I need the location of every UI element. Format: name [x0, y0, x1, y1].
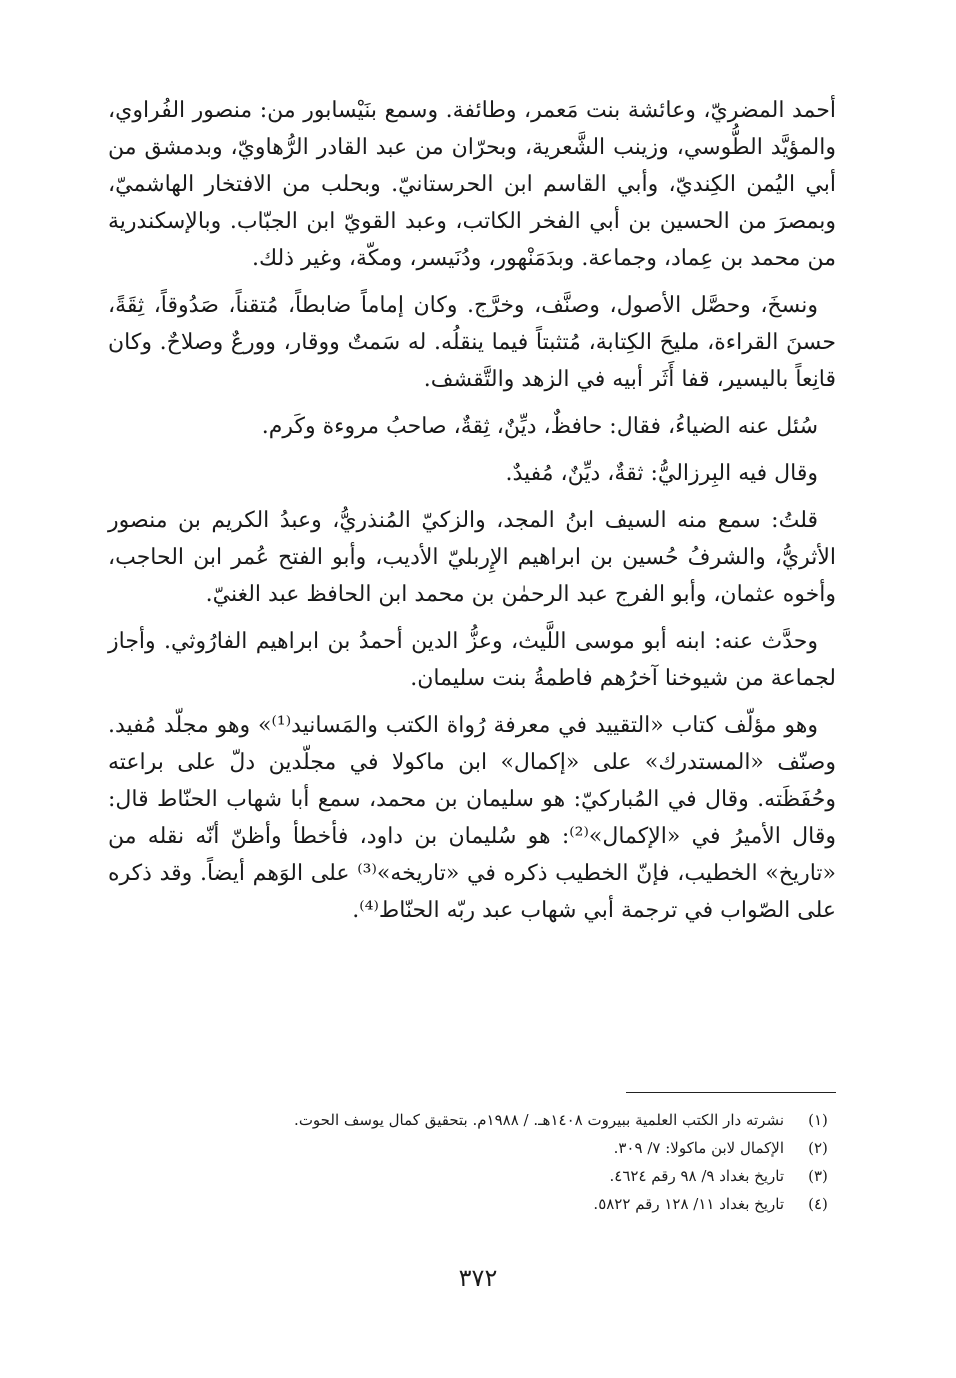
- page-body: [108, 92, 836, 1213]
- footnote-text: تاريخ بغداد ١١/ ١٢٨ رقم ٥٨٢٢.: [593, 1195, 784, 1213]
- paragraph-diya-quote: سُئل عنه الضياءُ، فقال: حافظٌ، ديِّنٌ، ثِقةٌ، صاحبُ مروءة وكَرم.: [261, 414, 818, 439]
- footnote-item: [108, 1190, 836, 1218]
- footnote-item: [108, 1106, 836, 1134]
- footnotes: [108, 1106, 836, 1218]
- footnote-item: [108, 1134, 836, 1162]
- paragraph-teachers: أحمد المضريّ، وعائشة بنت مَعمر، وطائفة. وسمع بنَيْسابور من: منصور الفُراوي، والمؤيَّد الطُّوسي، وزينب الشَّعرية، وبحرّان من عبد القادر الرُّهاويّ، وبدمشق من أبي اليُمن الكِنديّ، وأبي القاسم ابن الحرستانيّ. وبحلب من الافتخار الهاشميّ، وبمصرَ من الحسين بن أبي الفخر الكاتب، وعبد القويّ ابن الجبّاب. وبالإسكندرية من محمد بن عِماد، وجماعة. وبدَمَنْهور، ودُنَيسر، ومكّة، وغير ذلك.: [108, 98, 836, 271]
- footnote-text: الإكمال لابن ماكولا: ٧/ ٣٠٩.: [613, 1139, 784, 1157]
- page-number: ٣٧٢: [458, 1264, 498, 1292]
- paragraph-works: وهو مؤلّف كتاب «التقييد في معرفة رُواة الكتب والمَسانيد⁽¹⁾» وهو مجلّد مُفيد. وصنّف «المستدرك» على «إكمال» ابن ماكولا في مجلّدين دلّ على براعته وحُفَظَته. وقال في المُباركيّ: هو سليمان بن محمد، سمع أبا شهاب الحنّاط قال: وقال الأميرُ في «الإكمال»⁽²⁾: هو سُليمان بن داود، فأخطأ وأظنّ أنّه نقله من «تاريخ» الخطيب، فإنّ الخطيب ذكره في «تاريخه»⁽³⁾ على الوَهم أيضاً. وقد ذكره على الصّواب في ترجمة أبي شهاب عبد ربّه الحنّاط⁽⁴⁾.: [108, 713, 836, 923]
- footnote-number: (٤): [808, 1195, 828, 1213]
- paragraph-narrators: وحدَّث عنه: ابنه أبو موسى اللَّيث، وعزُّ الدين أحمدُ بن ابراهيم الفارُوثي. وأجاز لجماعة من شيوخنا آخرُهم فاطمةُ بنت سليمان.: [108, 629, 836, 691]
- paragraph-birzali-quote: وقال فيه البِرزاليُّ: ثقةٌ، ديِّنٌ، مُفيدٌ.: [505, 461, 818, 486]
- footnote-number: (١): [808, 1111, 828, 1129]
- footnote-text: تاريخ بغداد ٩/ ٩٨ رقم ٤٦٢٤.: [609, 1167, 784, 1185]
- footnote-divider: [626, 1092, 836, 1093]
- footnote-number: (٢): [808, 1139, 828, 1157]
- footnote-number: (٣): [808, 1167, 828, 1185]
- paragraph-students: قلتُ: سمع منه السيف ابنُ المجد، والزكيّ المُنذريُّ، وعبدُ الكريم بن منصور الأثريُّ، والشرفُ حُسين بن ابراهيم الإِربليّ الأديب، وأبو الفتح عُمر ابن الحاجب، وأخوه عثمان، وأبو الفرج عبد الرحمٰن بن محمد ابن الحافظ عبد الغنيّ.: [108, 508, 836, 607]
- footnote-item: [108, 1162, 836, 1190]
- paragraph-character: ونسخَ، وحصَّل الأصول، وصنَّف، وخرَّج. وكان إماماً ضابطاً، مُتقناً، صَدُوقاً، ثِقَةً، حسنَ القراءة، مليحَ الكِتابة، مُتثبتاً فيما ينقلُه. له سَمتٌ ووقار، وورعٌ وصلاحٌ. وكان قانِعاً باليسير، قفا أَثَر أبيه في الزهد والتَّقشف.: [108, 293, 836, 392]
- footnote-text: نشرته دار الكتب العلمية ببيروت ١٤٠٨هـ. / ١٩٨٨م. بتحقيق كمال يوسف الحوت.: [294, 1111, 784, 1129]
